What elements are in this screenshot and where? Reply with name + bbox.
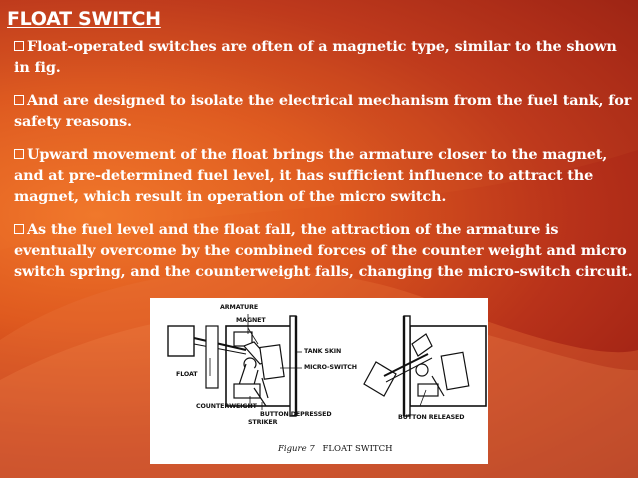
float-label: FLOAT <box>176 371 198 378</box>
bullet-item <box>14 36 634 78</box>
float-switch-figure <box>150 298 488 464</box>
figure-caption <box>278 444 393 454</box>
button-depressed-label: BUTTON DEPRESSED <box>260 411 332 418</box>
counterweight-label: COUNTERWEIGHT <box>196 403 257 410</box>
bullet-item <box>14 144 634 207</box>
checkbox-bullet-icon <box>14 41 24 51</box>
bullet-text: As the fuel level and the float fall, the attraction of the armature is eventually overcome by the combined forces of the counter weight and micro switch spring, and the counterweight falls, changing the micro-switch circuit. <box>14 221 633 280</box>
bullet-text: Float-operated switches are often of a magnetic type, similar to the shown in fig. <box>14 38 617 76</box>
striker-label: STRIKER <box>248 419 278 426</box>
bullet-item <box>14 90 634 132</box>
checkbox-bullet-icon <box>14 95 24 105</box>
figure-number: Figure 7 <box>278 444 315 454</box>
armature-label: ARMATURE <box>220 304 259 311</box>
checkbox-bullet-icon <box>14 149 24 159</box>
button-released-label: BUTTON RELEASED <box>398 414 465 421</box>
slide-title: FLOAT SWITCH <box>7 8 161 30</box>
checkbox-bullet-icon <box>14 224 24 234</box>
bullet-text: Upward movement of the float brings the armature closer to the magnet, and at pre-determined fuel level, it has sufficient influence to attract the magnet, which result in operation of the micro switch. <box>14 146 608 205</box>
float-switch-diagram <box>150 298 488 464</box>
bullet-list <box>14 36 634 294</box>
bullet-text: And are designed to isolate the electrical mechanism from the fuel tank, for safety reasons. <box>14 92 632 130</box>
micro-switch-label: MICRO-SWITCH <box>304 364 357 371</box>
figure-caption-title: FLOAT SWITCH <box>322 444 393 454</box>
bullet-item <box>14 219 634 282</box>
tank-skin-label: TANK SKIN <box>304 348 342 355</box>
magnet-label: MAGNET <box>236 317 266 324</box>
